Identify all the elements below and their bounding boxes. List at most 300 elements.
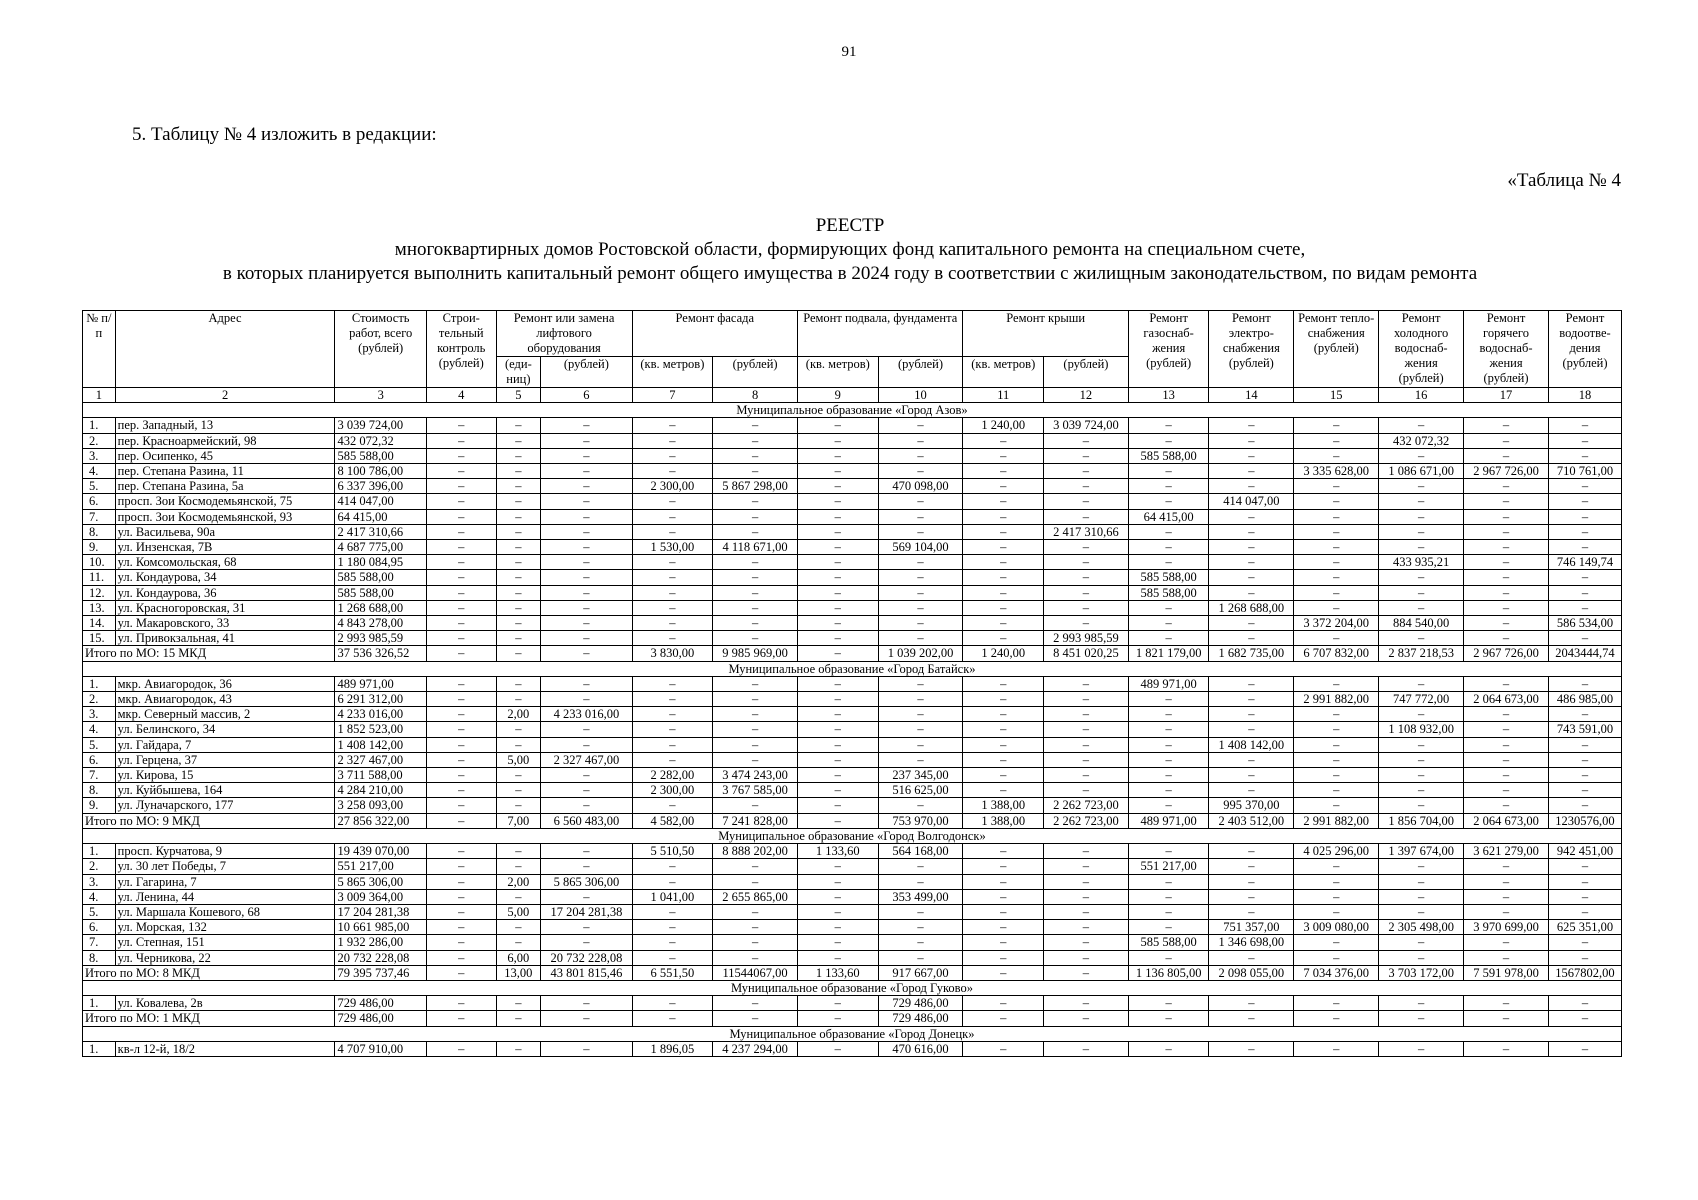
value-cell: – [1128,722,1209,737]
value-cell: – [426,920,496,935]
header-lift-rub: (рублей) [541,357,632,388]
value-cell: – [1043,464,1128,479]
value-cell: – [1548,585,1621,600]
table-row [83,996,1622,1011]
address-cell: ул. Комсомольская, 68 [115,555,335,570]
value-cell: – [1379,448,1464,463]
value-cell: – [1464,874,1549,889]
value-cell: – [1043,874,1128,889]
value-cell: – [426,950,496,965]
value-cell: – [632,920,713,935]
address-cell: ул. Ленина, 44 [115,889,335,904]
value-cell: – [426,904,496,919]
row-number: 2. [83,859,116,874]
value-cell: – [1043,585,1128,600]
value-cell: – [963,464,1044,479]
value-cell: – [713,692,798,707]
value-cell: – [1043,616,1128,631]
value-cell: – [963,570,1044,585]
value-cell: 1 268 688,00 [335,600,426,615]
value-cell: 4 233 016,00 [335,707,426,722]
value-cell: 1 108 932,00 [1379,722,1464,737]
value-cell: – [1209,768,1294,783]
municipality-row [83,828,1622,843]
value-cell: – [1209,904,1294,919]
value-cell: – [1043,570,1128,585]
value-cell: – [1043,889,1128,904]
address-cell: ул. Привокзальная, 41 [115,631,335,646]
table-row [83,509,1622,524]
value-cell: – [1043,494,1128,509]
value-cell: – [1294,600,1379,615]
value-cell: – [1379,874,1464,889]
value-cell: – [878,585,963,600]
value-cell: – [632,752,713,767]
address-cell: ул. Луначарского, 177 [115,798,335,813]
header-gas: Ремонт газоснаб-жения (рублей) [1128,311,1209,388]
value-cell: 1 180 084,95 [335,555,426,570]
value-cell: – [1548,433,1621,448]
value-cell: – [426,859,496,874]
total-cell: 1 821 179,00 [1128,646,1209,661]
total-cell: – [1294,1011,1379,1026]
value-cell: – [713,448,798,463]
header-lift: Ремонт или замена лифтового оборудования [496,311,632,357]
value-cell: – [541,570,632,585]
value-cell: 3 474 243,00 [713,768,798,783]
row-number: 10. [83,555,116,570]
value-cell: – [541,479,632,494]
value-cell: – [1209,874,1294,889]
address-cell: ул. Гайдара, 7 [115,737,335,752]
value-cell: – [1043,920,1128,935]
value-cell: – [1379,494,1464,509]
value-cell: – [426,752,496,767]
value-cell: – [426,524,496,539]
value-cell: 1 896,05 [632,1041,713,1056]
value-cell: – [632,904,713,919]
total-cell: 1 133,60 [798,965,879,980]
value-cell: – [1548,540,1621,555]
value-cell: – [1294,1041,1379,1056]
value-cell: 1 086 671,00 [1379,464,1464,479]
value-cell: – [1294,935,1379,950]
value-cell: – [1043,935,1128,950]
value-cell: 5 867 298,00 [713,479,798,494]
value-cell: 3 372 204,00 [1294,616,1379,631]
address-cell: ул. Инзенская, 7В [115,540,335,555]
value-cell: – [1379,585,1464,600]
value-cell: – [1548,904,1621,919]
value-cell: – [1209,950,1294,965]
table-row [83,1041,1622,1056]
row-number: 9. [83,798,116,813]
value-cell: 353 499,00 [878,889,963,904]
value-cell: – [1548,570,1621,585]
municipality-row [83,1026,1622,1041]
row-number: 1. [83,844,116,859]
value-cell: – [1043,448,1128,463]
total-cell: – [713,1011,798,1026]
value-cell: – [632,433,713,448]
value-cell: – [1043,600,1128,615]
value-cell: 1 240,00 [963,418,1044,433]
intro-text: 5. Таблицу № 4 изложить в редакции: [132,124,437,145]
address-cell: ул. Кондаурова, 36 [115,585,335,600]
value-cell: – [496,692,541,707]
value-cell: – [713,752,798,767]
value-cell: 489 971,00 [1128,676,1209,691]
header-facade-rub: (рублей) [713,357,798,388]
total-cell: 7,00 [496,813,541,828]
value-cell: 6,00 [496,950,541,965]
address-cell: мкр. Авиагородок, 36 [115,676,335,691]
value-cell: – [496,418,541,433]
value-cell: 470 616,00 [878,1041,963,1056]
total-cell: – [541,1011,632,1026]
total-cell: 3 703 172,00 [1379,965,1464,980]
value-cell: – [1464,722,1549,737]
table-row [83,692,1622,707]
value-cell: – [713,494,798,509]
value-cell: – [541,540,632,555]
value-cell: 2 417 310,66 [335,524,426,539]
value-cell: – [1043,783,1128,798]
table-row [83,448,1622,463]
value-cell: – [1548,631,1621,646]
value-cell: – [878,737,963,752]
total-cell: 9 985 969,00 [713,646,798,661]
value-cell: 751 357,00 [1209,920,1294,935]
value-cell: – [1379,631,1464,646]
row-number: 7. [83,509,116,524]
total-cell: – [1548,1011,1621,1026]
value-cell: – [1209,433,1294,448]
value-cell: – [541,524,632,539]
value-cell: – [632,509,713,524]
header-drainage: Ремонт водоотве-дения (рублей) [1548,311,1621,388]
value-cell: – [496,859,541,874]
value-cell: 1 408 142,00 [1209,737,1294,752]
value-cell: – [713,859,798,874]
column-number: 11 [963,388,1044,403]
value-cell: – [878,692,963,707]
address-cell: пер. Степана Разина, 11 [115,464,335,479]
total-cell: 729 486,00 [335,1011,426,1026]
value-cell: 2 993 985,59 [335,631,426,646]
value-cell: – [1294,585,1379,600]
value-cell: – [798,737,879,752]
value-cell: – [963,935,1044,950]
value-cell: 5 510,50 [632,844,713,859]
total-cell: – [426,813,496,828]
header-lift-units: (еди-ниц) [496,357,541,388]
value-cell: – [1043,722,1128,737]
value-cell: 1 268 688,00 [1209,600,1294,615]
value-cell: – [1209,464,1294,479]
value-cell: 3 258 093,00 [335,798,426,813]
total-cell: 6 560 483,00 [541,813,632,828]
value-cell: – [798,509,879,524]
column-number: 14 [1209,388,1294,403]
value-cell: – [1128,844,1209,859]
value-cell: – [496,783,541,798]
total-cell: – [632,1011,713,1026]
value-cell: – [878,920,963,935]
value-cell: – [1548,448,1621,463]
value-cell: – [632,600,713,615]
value-cell: – [713,737,798,752]
total-cell: – [1043,1011,1128,1026]
value-cell: – [878,722,963,737]
value-cell: – [632,555,713,570]
total-row [83,813,1622,828]
total-cell: 917 667,00 [878,965,963,980]
total-cell: 1 136 805,00 [1128,965,1209,980]
value-cell: – [632,464,713,479]
value-cell: – [878,509,963,524]
total-cell: – [798,646,879,661]
value-cell: 4 025 296,00 [1294,844,1379,859]
value-cell: 743 591,00 [1548,722,1621,737]
value-cell: – [1548,600,1621,615]
total-cell: – [541,646,632,661]
value-cell: – [496,996,541,1011]
value-cell: – [1548,768,1621,783]
value-cell: – [541,920,632,935]
value-cell: – [1294,433,1379,448]
value-cell: – [496,631,541,646]
value-cell: – [1294,859,1379,874]
value-cell: – [1464,631,1549,646]
address-cell: пер. Красноармейский, 98 [115,433,335,448]
address-cell: ул. 30 лет Победы, 7 [115,859,335,874]
value-cell: 486 985,00 [1548,692,1621,707]
value-cell: – [1128,692,1209,707]
value-cell: 564 168,00 [878,844,963,859]
value-cell: – [1379,737,1464,752]
total-cell: 2 837 218,53 [1379,646,1464,661]
value-cell: 4 284 210,00 [335,783,426,798]
value-cell: – [1379,1041,1464,1056]
table-row [83,524,1622,539]
value-cell: – [713,616,798,631]
value-cell: – [963,524,1044,539]
municipality-label: Муниципальное образование «Город Гуково» [83,980,1622,995]
value-cell: – [496,676,541,691]
value-cell: – [426,570,496,585]
value-cell: 729 486,00 [878,996,963,1011]
value-cell: – [426,874,496,889]
value-cell: – [496,616,541,631]
value-cell: 1 397 674,00 [1379,844,1464,859]
header-basement-rub: (рублей) [878,357,963,388]
value-cell: – [963,752,1044,767]
total-label: Итого по МО: 15 МКД [83,646,335,661]
table-row [83,920,1622,935]
value-cell: – [1379,935,1464,950]
value-cell: – [1294,524,1379,539]
value-cell: – [878,798,963,813]
row-number: 6. [83,494,116,509]
value-cell: 2 967 726,00 [1464,464,1549,479]
value-cell: – [426,555,496,570]
value-cell: – [1294,768,1379,783]
value-cell: – [1043,692,1128,707]
table-row [83,935,1622,950]
value-cell: – [798,935,879,950]
value-cell: – [713,874,798,889]
value-cell: – [1294,448,1379,463]
address-cell: ул. Ковалева, 2в [115,996,335,1011]
municipality-row [83,980,1622,995]
value-cell: – [1128,752,1209,767]
value-cell: – [541,585,632,600]
value-cell: – [798,1041,879,1056]
value-cell: – [1294,904,1379,919]
value-cell: – [541,494,632,509]
address-cell: ул. Васильева, 90а [115,524,335,539]
table-row [83,844,1622,859]
value-cell: – [963,737,1044,752]
value-cell: – [1128,904,1209,919]
value-cell: – [632,859,713,874]
value-cell: – [963,692,1044,707]
value-cell: – [1043,859,1128,874]
value-cell: – [1464,1041,1549,1056]
value-cell: – [1294,676,1379,691]
value-cell: 942 451,00 [1548,844,1621,859]
value-cell: – [1128,737,1209,752]
address-cell: пер. Западный, 13 [115,418,335,433]
address-cell: пер. Степана Разина, 5а [115,479,335,494]
value-cell: – [1128,540,1209,555]
row-number: 8. [83,950,116,965]
value-cell: 414 047,00 [335,494,426,509]
value-cell: – [1548,479,1621,494]
value-cell: – [1128,768,1209,783]
value-cell: – [1548,950,1621,965]
row-number: 3. [83,448,116,463]
value-cell: – [1548,783,1621,798]
value-cell: – [878,494,963,509]
column-number: 7 [632,388,713,403]
value-cell: – [798,585,879,600]
value-cell: – [1379,859,1464,874]
value-cell: – [1043,479,1128,494]
value-cell: – [798,768,879,783]
value-cell: 710 761,00 [1548,464,1621,479]
value-cell: – [1209,616,1294,631]
value-cell: – [496,844,541,859]
column-number: 18 [1548,388,1621,403]
total-cell: 753 970,00 [878,813,963,828]
value-cell: – [496,585,541,600]
value-cell: – [426,935,496,950]
total-cell: 43 801 815,46 [541,965,632,980]
value-cell: – [963,768,1044,783]
value-cell: 995 370,00 [1209,798,1294,813]
value-cell: – [798,448,879,463]
row-number: 5. [83,904,116,919]
value-cell: – [1294,737,1379,752]
total-cell: 6 707 832,00 [1294,646,1379,661]
total-cell: – [963,1011,1044,1026]
value-cell: 2 327 467,00 [541,752,632,767]
total-cell: 729 486,00 [878,1011,963,1026]
municipality-label: Муниципальное образование «Город Донецк» [83,1026,1622,1041]
value-cell: – [426,783,496,798]
header-address: Адрес [115,311,335,388]
value-cell: 2 282,00 [632,768,713,783]
column-number: 10 [878,388,963,403]
value-cell: – [496,555,541,570]
value-cell: – [1209,844,1294,859]
total-cell: – [426,965,496,980]
value-cell: – [798,950,879,965]
value-cell: 470 098,00 [878,479,963,494]
total-row [83,1011,1622,1026]
value-cell: 6 291 312,00 [335,692,426,707]
total-cell: – [798,813,879,828]
value-cell: – [878,631,963,646]
value-cell: – [1209,631,1294,646]
table-row [83,676,1622,691]
page-number: 91 [841,44,857,60]
value-cell: – [1548,859,1621,874]
value-cell: – [713,585,798,600]
total-cell: 4 582,00 [632,813,713,828]
value-cell: – [1294,722,1379,737]
value-cell: – [541,737,632,752]
value-cell: – [1379,676,1464,691]
registry-subtitle-line2: в которых планируется выполнить капитальный ремонт общего имущества в 2024 году в соответствии с жилищным законодательством, по видам ремонта [222,263,1478,284]
value-cell: – [1294,996,1379,1011]
value-cell: – [1379,418,1464,433]
value-cell: – [1209,996,1294,1011]
value-cell: – [1209,707,1294,722]
value-cell: – [1294,570,1379,585]
value-cell: – [963,540,1044,555]
value-cell: – [963,494,1044,509]
value-cell: – [1043,555,1128,570]
value-cell: – [1209,418,1294,433]
value-cell: – [1128,889,1209,904]
value-cell: – [1209,859,1294,874]
value-cell: 433 935,21 [1379,555,1464,570]
value-cell: – [541,783,632,798]
value-cell: 1 346 698,00 [1209,935,1294,950]
value-cell: – [963,616,1044,631]
value-cell: – [1294,783,1379,798]
value-cell: – [1548,798,1621,813]
address-cell: мкр. Авиагородок, 43 [115,692,335,707]
value-cell: – [1548,874,1621,889]
value-cell: 8 100 786,00 [335,464,426,479]
value-cell: – [1209,509,1294,524]
value-cell: – [1128,631,1209,646]
value-cell: – [713,555,798,570]
value-cell: 489 971,00 [335,676,426,691]
total-cell: 1567802,00 [1548,965,1621,980]
value-cell: – [426,1041,496,1056]
value-cell: 2 655 865,00 [713,889,798,904]
total-cell: 7 241 828,00 [713,813,798,828]
value-cell: – [963,783,1044,798]
value-cell: – [541,616,632,631]
value-cell: 4 843 278,00 [335,616,426,631]
address-cell: ул. Степная, 151 [115,935,335,950]
